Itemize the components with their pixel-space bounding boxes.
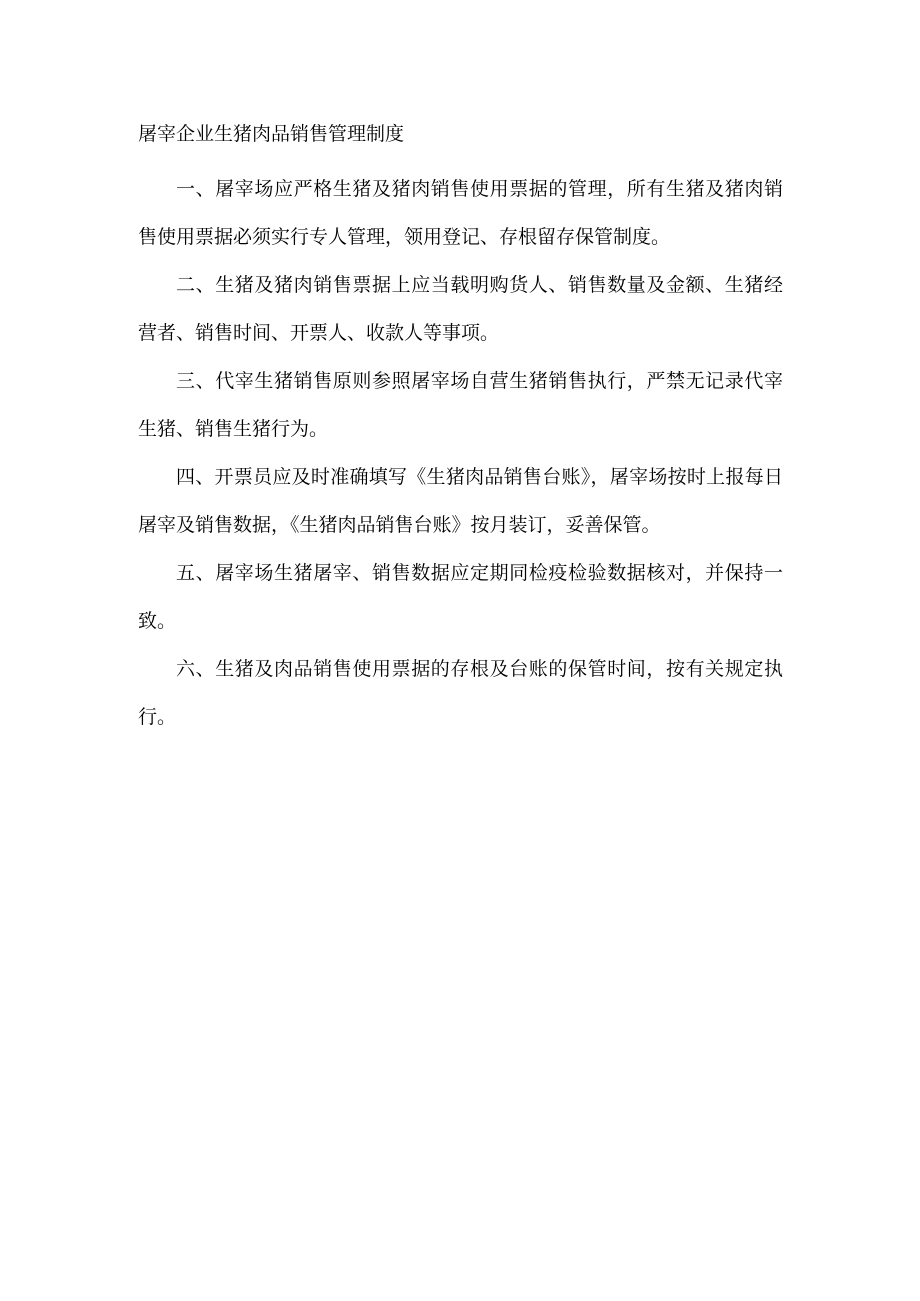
clause-4: 四、开票员应及时准确填写《生猪肉品销售台账》，屠宰场按时上报每日屠宰及销售数据，《生猪肉品销售台账》按月装订，妥善保管。: [138, 466, 783, 536]
clause-6: 六、生猪及肉品销售使用票据的存根及台账的保管时间，按有关规定执行。: [138, 658, 783, 728]
clause-3: 三、代宰生猪销售原则参照屠宰场自营生猪销售执行，严禁无记录代宰生猪、销售生猪行为。: [138, 370, 783, 440]
document-body: [138, 118, 783, 741]
clause-2: 二、生猪及猪肉销售票据上应当载明购货人、销售数量及金额、生猪经营者、销售时间、开票人、收款人等事项。: [138, 274, 783, 344]
clause-1: 一、屠宰场应严格生猪及猪肉销售使用票据的管理，所有生猪及猪肉销售使用票据必须实行专人管理，领用登记、存根留存保管制度。: [138, 178, 783, 248]
document-title: 屠宰企业生猪肉品销售管理制度: [138, 123, 405, 145]
clause-5: 五、屠宰场生猪屠宰、销售数据应定期同检疫检验数据核对，并保持一致。: [138, 562, 783, 632]
